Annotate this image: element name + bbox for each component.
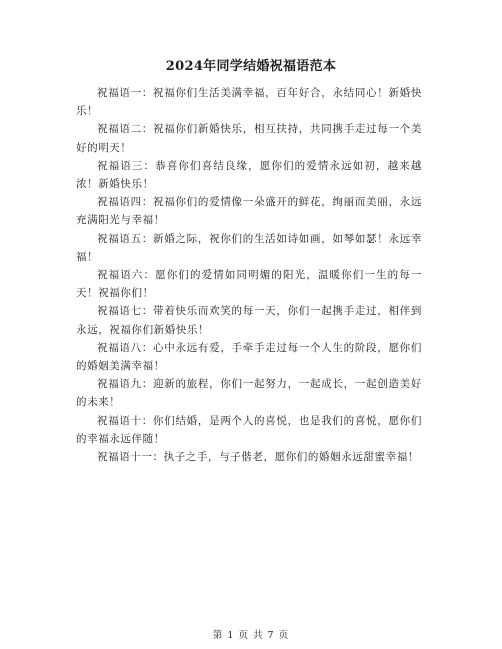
blessing-paragraph: 祝福语二：祝福你们新婚快乐，相互扶持，共同携手走过每一个美好的明天！ <box>76 123 422 154</box>
blessing-paragraph: 祝福语一：祝福你们生活美满幸福，百年好合，永结同心！新婚快乐！ <box>76 87 422 118</box>
blessing-paragraph: 祝福语九：迎新的旅程，你们一起努力，一起成长，一起创造美好的未来！ <box>76 378 422 409</box>
blessing-paragraph: 祝福语四：祝福你们的爱情像一朵盛开的鲜花，绚丽而美丽，永远充满阳光与幸福！ <box>76 196 422 227</box>
blessing-paragraph: 祝福语五：新婚之际，祝你们的生活如诗如画，如琴如瑟！永远幸福！ <box>76 232 422 263</box>
document-body <box>76 84 422 466</box>
blessing-paragraph: 祝福语七：带着快乐而欢笑的每一天，你们一起携手走过，相伴到永远，祝福你们新婚快乐！ <box>76 305 422 336</box>
blessing-paragraph: 祝福语十：你们结婚，是两个人的喜悦，也是我们的喜悦，愿你们的幸福永远伴随！ <box>76 414 422 445</box>
blessing-paragraph: 祝福语三：恭喜你们喜结良缘，愿你们的爱情永远如初，越来越浓！新婚快乐！ <box>76 159 422 191</box>
blessing-paragraph: 祝福语十一：执子之手，与子偕老，愿你们的婚姻永远甜蜜幸福！ <box>97 451 419 464</box>
blessing-paragraph: 祝福语八：心中永远有爱，手牵手走过每一个人生的阶段，愿你们的婚姻美满幸福！ <box>76 341 422 373</box>
page-number-footer: 第 1 页 共 7 页 <box>212 630 290 641</box>
blessing-paragraph: 祝福语六：愿你们的爱情如同明媚的阳光，温暖你们一生的每一天！祝福你们！ <box>76 269 422 300</box>
document-title: 2024年同学结婚祝福语范本 <box>165 59 337 74</box>
